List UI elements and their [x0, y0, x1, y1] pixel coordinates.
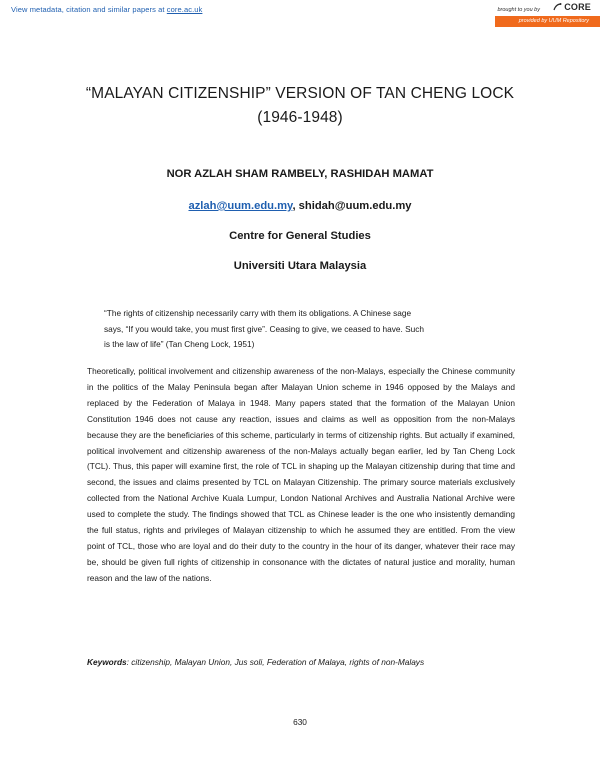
- quote-line: says, “If you would take, you must first give”. Ceasing to give, we ceased to have. Such: [104, 323, 425, 334]
- epigraph-quote: [104, 306, 500, 353]
- page-number: 630: [293, 717, 307, 727]
- author-emails: [0, 200, 600, 212]
- core-logo-text: CORE: [564, 2, 591, 12]
- metadata-link-line: [11, 5, 202, 14]
- core-banner: [0, 0, 600, 27]
- keywords-text: : citizenship, Malayan Union, Jus soli, Federation of Malaya, rights of non-Malays: [126, 657, 425, 667]
- email-shidah: shidah@uum.edu.my: [298, 200, 412, 212]
- email-link-azlah[interactable]: azlah@uum.edu.my: [188, 200, 293, 212]
- paper-title-line-2: (1946-1948): [257, 109, 343, 126]
- keywords-line: [87, 657, 517, 667]
- keywords-label: Keywords: [87, 657, 127, 667]
- brought-to-you-text: brought to you by: [497, 7, 540, 13]
- abstract-paragraph: Theoretically, political involvement and citizenship awareness of the non-Malays, especially the Chinese community in the politics of the Malay Peninsula began after Malayan Union scheme in 1946 opposed by the Malays and replaced by the Federation of Malaya in 1948. Many papers stated that the formation of the Malayan Union Constitution 1946 does not cause any reaction, issues and claims as well as opposition from the non-Malays because they are the beneficiaries of this scheme, particularly in terms of citizenship rights. But actually if examined, political involvement and citizenship awareness of the non-Malays actually began earlier, led by Tan Cheng Lock (TCL). Thus, this paper will examine first, the role of TCL in shaping up the Malayan citizenship during that time and second, the issues and claims presented by TCL on Malayan Citizenship. The primary source materials exclusively collected from the National Archive Kuala Lumpur, London National Archives and Australia National Archive were used to complete the study. The findings showed that TCL as Chinese leader is the one who insistently demanding the full status, rights and privileges of Malayan citizenship to which he assumed they are entitled. From the view point of TCL, those who are loyal and do their duty to the country in the hour of its danger, whatever their race may be, should be given full rights of citizenship in consonance with the dictates of natural justice and morality, human reason and the law of the nations.: [87, 366, 515, 583]
- affiliation-centre: Centre for General Studies: [229, 230, 371, 242]
- provided-by-bar: [495, 16, 600, 27]
- paper-title-line-1: “MALAYAN CITIZENSHIP” VERSION OF TAN CHENG LOCK: [85, 85, 515, 102]
- quote-line: “The rights of citizenship necessarily carry with them its obligations. A Chinese sage: [104, 308, 412, 318]
- quote-line: is the law of life” (Tan Cheng Lock, 1951): [104, 339, 255, 349]
- affiliation-university: Universiti Utara Malaysia: [233, 260, 367, 272]
- authors: NOR AZLAH SHAM RAMBELY, RASHIDAH MAMAT: [166, 168, 434, 180]
- email-separator: ,: [292, 200, 299, 212]
- core-ac-uk-link[interactable]: core.ac.uk: [166, 5, 203, 14]
- metadata-link-prefix: View metadata, citation and similar papers at: [11, 5, 167, 14]
- core-logo[interactable]: [552, 2, 591, 12]
- core-swoosh-icon: [552, 2, 562, 12]
- provided-by-text: provided by UUM Repository: [518, 17, 589, 24]
